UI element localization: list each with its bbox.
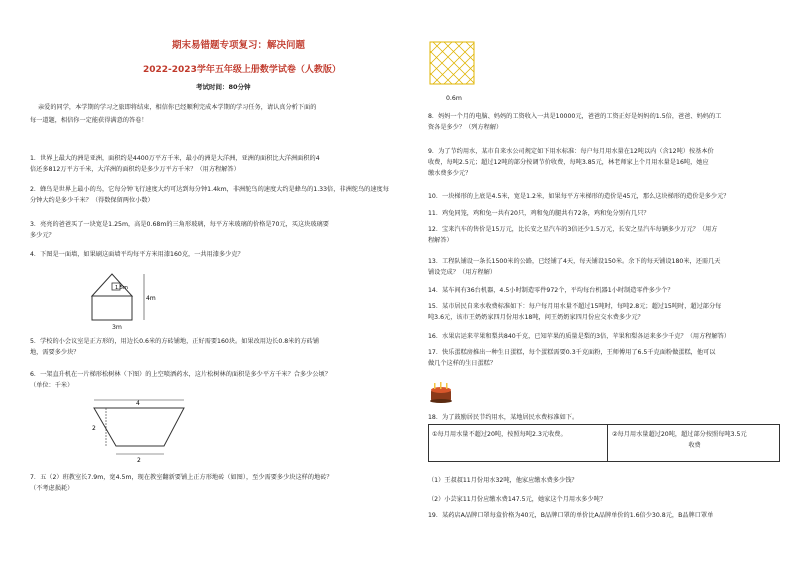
- wall-width-label: 3m: [112, 324, 122, 331]
- question-4: 4．下图是一面墙，如果刷这面墙平均每平方米用漆160克，一共用漆多少克？: [30, 251, 244, 258]
- question-18-part-2: （2）小芸家11月份应缴水费147.5元，她家这个月用水多少吨？: [428, 496, 607, 503]
- rate-rule-2: ②每月用水量超过20吨，超过部分按照每吨3.5元 收费: [612, 431, 747, 449]
- water-rate-table: [428, 424, 780, 462]
- question-12: 12．宝来汽车的售价是15万元，比长安之星汽车的3倍还少1.5万元，长安之星汽车每辆多少万元？（用方 程解答）: [428, 226, 718, 244]
- question-15: 15．某市居民自来水收费标准如下：每户每月用水量不超过15吨时，每吨2.8元；超过15吨时，超过部分每 吨3.6元，该市王奶奶家四月份用水18吨，问王奶奶家四月份应交水费多少元？: [428, 303, 722, 321]
- question-17: 17．快乐蛋糕房推出一种生日蛋糕，每个蛋糕需要0.3千克面粉，王师傅用了6.5千克面粉做蛋糕，他可以 做几个这样的生日蛋糕？: [428, 349, 716, 367]
- wall-top-label: 1.5m: [115, 285, 128, 291]
- trap-top-label: 4: [136, 400, 140, 407]
- question-16: 16．水果店运来苹果和梨共840千克，已知苹果的质量是梨的3倍，苹果和梨各运来多少千克？（用方程解答）: [428, 333, 731, 340]
- trapezoid-figure: [84, 394, 204, 466]
- question-1: 1．世界上最大的洲是亚洲，面积约是4400万平方千米，最小的洲是大洋洲，亚洲的面积比大洋洲面积的4 倍还多812万平方千米，大洋洲的面积约是多少万平方千米？（用方程解答）: [30, 155, 320, 173]
- exam-time: 考试时间：80分钟: [196, 83, 251, 91]
- question-14: 14．某车间有36台机器，4.5小时制造零件972个，平均每台机器1小时制造零件多少个？: [428, 287, 674, 294]
- tile-label: 0.6m: [446, 95, 462, 102]
- trap-height-label: 2: [92, 425, 96, 432]
- cake-icon: [428, 378, 454, 404]
- question-11: 11．鸡兔同笼，鸡和兔一共有20只，鸡和兔的腿共有72条，鸡和兔分别有几只？: [428, 210, 650, 217]
- question-5: 5．学校的小会议室是正方形的，用边长0.6米的方砖铺地，正好需要160块。如果改用边长0.8米的方砖铺 地，需要多少块？: [30, 338, 320, 356]
- page-title: 期末易错题专项复习：解决问题: [172, 40, 306, 51]
- tile-figure: [428, 40, 476, 92]
- intro-line-1: 亲爱的同学，本学期的学习之旅即将结束，相信你已经顺利完成本学期的学习任务，请认真分析下面的: [38, 104, 317, 111]
- question-3: 3．亮亮的爸爸买了一块宽是1.25m，高是0.68m的三角形玻璃，每平方米玻璃的价格是70元，买这块玻璃要 多少元？: [30, 221, 329, 239]
- wall-figure: [84, 268, 164, 326]
- question-10: 10．一块梯形的上底是4.5米，宽是1.2米，如果每平方米梯形的造价是45元，那么这块梯形的造价是多少元？: [428, 193, 730, 200]
- question-6: 6．一架直升机在一片梯形松树林（下图）的上空喷洒药水，这片松树林的面积是多少平方千米？合多少公顷？ （单位：千米）: [30, 371, 331, 389]
- question-8: 8．妈妈一个月的电脑、妈妈的工资收入一共是10000元，爸爸的工资正好是妈妈的1.5倍，爸爸、妈妈的工 资各是多少？（列方程解）: [428, 113, 722, 131]
- question-2: 2．蜂鸟是世界上最小的鸟，它每分钟飞行速度大约可达到每分钟1.4km，非洲鸵鸟的速度大约是蜂鸟的1.33倍，非洲鸵鸟的速度每 分钟大约是多少千米？（得数保留两位小数）: [30, 186, 389, 204]
- question-9: 9．为了节约用水，某市自来水公司规定如下用水标准：每户每月用水量在12吨以内（含12吨）按基本价 收费，每吨2.5元；超过12吨的部分按调节价收费，每吨3.85元，林老师家上个月用水量是16吨，她应 缴水费多少元？: [428, 148, 714, 177]
- intro-line-2: 每一道题，相信你一定能获得满意的答卷！: [30, 117, 148, 124]
- trap-bottom-label: 2: [137, 457, 141, 464]
- wall-height-label: 4m: [146, 295, 156, 302]
- question-18-part-1: （1）王叔叔11月份用水32吨，他家应缴水费多少钱？: [428, 477, 578, 484]
- question-19: 19．某药店A品牌口罩每盒价格为40元，B品牌口罩的单价比A品牌单价的1.6倍少30.8元，B品牌口罩单: [428, 512, 714, 519]
- page-subtitle: 2022-2023学年五年级上册数学试卷（人教版）: [143, 65, 341, 75]
- question-7: 7．五（2）班教室长7.9m，宽4.5m，现在教室翻新要铺上正方形地砖（如图），至少需要多少块这样的地砖？ （不考虑损耗）: [30, 474, 333, 492]
- question-18-title: 18．为了鼓励居民节约用水，某地居民水费标准如下。: [428, 414, 579, 421]
- question-13: 13．工程队铺设一条长1500米的公路，已经铺了4天，每天铺设150米。余下的每天铺设180米，还需几天 铺设完成？（用方程解）: [428, 258, 721, 276]
- rate-rule-1: ①每月用水量不超过20吨，按照每吨2.3元收费。: [432, 431, 567, 438]
